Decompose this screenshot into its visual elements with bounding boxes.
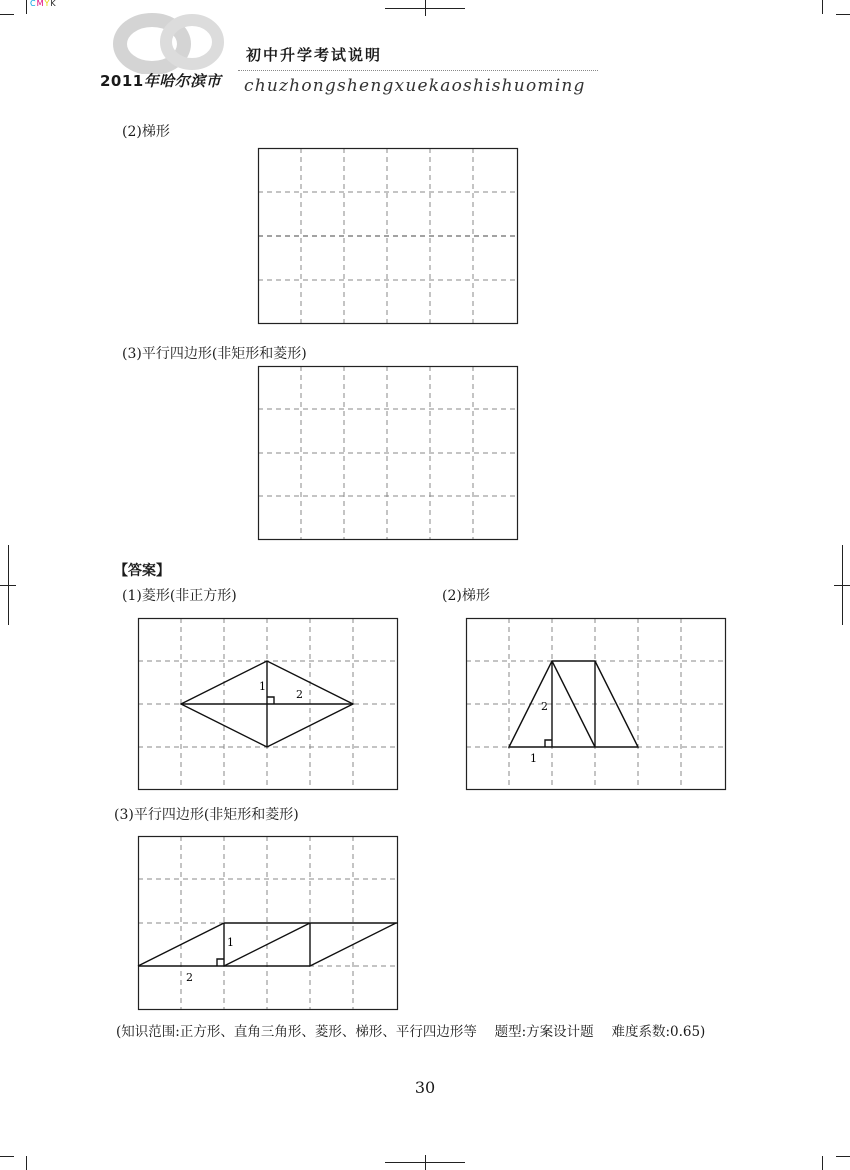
header-divider <box>238 70 598 71</box>
answer-heading: 【答案】 <box>114 563 170 579</box>
question-3-label: (3)平行四边形(非矩形和菱形) <box>122 346 307 362</box>
answer-3-label: (3)平行四边形(非矩形和菱形) <box>114 807 299 823</box>
answer-3-mark-2: 2 <box>186 971 193 984</box>
answer-1-mark-2: 2 <box>296 688 303 701</box>
page-number: 30 <box>414 1078 436 1097</box>
question-2-label: (2)梯形 <box>122 124 170 140</box>
header-pinyin: chuzhongshengxuekaoshishuoming <box>244 76 586 96</box>
answer-1-label: (1)菱形(非正方形) <box>122 588 237 604</box>
answer-3-mark-1: 1 <box>227 936 234 949</box>
answer-2-mark-2: 2 <box>541 700 548 713</box>
header-title: 初中升学考试说明 <box>246 46 383 64</box>
header-year: 2011年哈尔滨市 <box>100 72 222 90</box>
question-3-grid <box>258 366 518 540</box>
answer-1-mark-1: 1 <box>259 680 266 693</box>
question-2-grid <box>258 148 518 324</box>
answer-2-label: (2)梯形 <box>442 588 490 604</box>
series-logo <box>110 12 230 74</box>
answer-2-mark-1: 1 <box>530 752 537 765</box>
cmyk-color-bar: CMYK <box>30 0 57 8</box>
answer-3-parallelogram-figure <box>138 836 398 1010</box>
answer-2-trapezoid-figure <box>466 618 726 790</box>
answer-1-rhombus-figure <box>138 618 398 790</box>
knowledge-note: (知识范围:正方形、直角三角形、菱形、梯形、平行四边形等 题型:方案设计题 难度系数:0.65) <box>116 1024 706 1040</box>
